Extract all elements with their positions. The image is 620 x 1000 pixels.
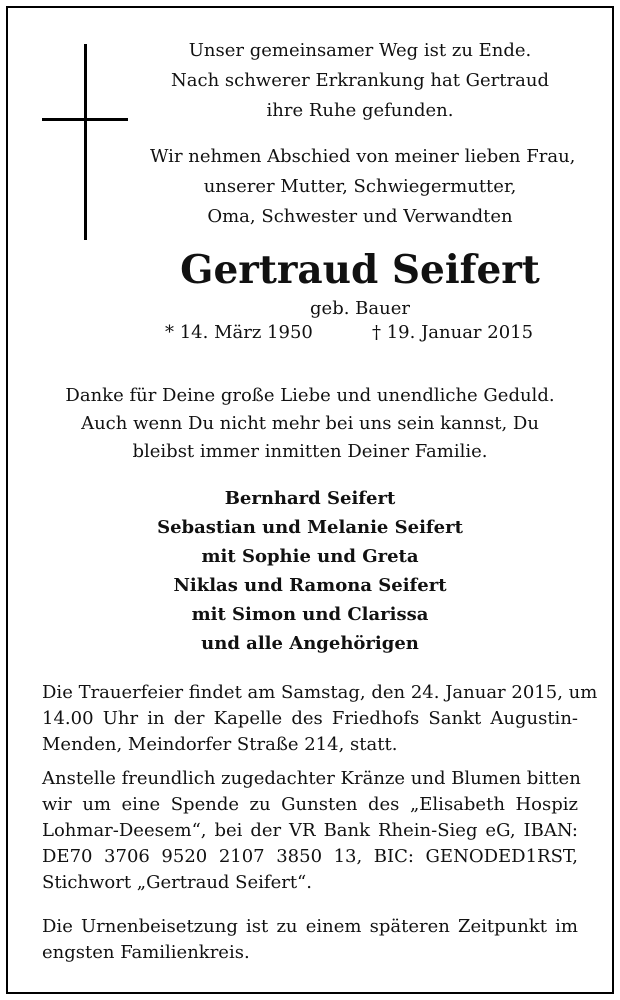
farewell-line: unserer Mutter, Schwiegermutter, — [203, 176, 517, 197]
death-date: † 19. Januar 2015 — [372, 322, 534, 343]
urn-line: engsten Familienkreis. — [42, 942, 250, 963]
intro-text — [150, 36, 570, 126]
mourner-name: und alle Angehörigen — [201, 633, 419, 654]
birth-date: * 14. März 1950 — [165, 322, 313, 343]
thanks-line: Danke für Deine große Liebe und unendliche Geduld. — [65, 385, 555, 406]
funeral-line: Menden, Meindorfer Straße 214, statt. — [42, 734, 398, 755]
donation-line: wir um eine Spende zu Gunsten des „Elisabeth Hospiz — [42, 794, 578, 815]
farewell-line: Wir nehmen Abschied von meiner lieben Frau, — [150, 146, 576, 167]
thanks-line: bleibst immer inmitten Deiner Familie. — [132, 441, 488, 462]
farewell-line: Oma, Schwester und Verwandten — [207, 206, 513, 227]
mourner-name: Niklas und Ramona Seifert — [173, 575, 447, 596]
maiden-name: geb. Bauer — [310, 298, 410, 319]
funeral-line: 14.00 Uhr in der Kapelle des Friedhofs Sankt Augustin- — [42, 708, 578, 729]
urn-line: Die Urnenbeisetzung ist zu einem späteren Zeitpunkt im — [42, 916, 578, 937]
donation-line: DE70 3706 9520 2107 3850 13, BIC: GENODED1RST, — [42, 846, 578, 867]
mourner-name: mit Simon und Clarissa — [191, 604, 429, 625]
mourner-name: mit Sophie und Greta — [201, 546, 419, 567]
thanks-text — [30, 382, 590, 466]
deceased-name: Gertraud Seifert — [180, 247, 540, 293]
mourner-name: Sebastian und Melanie Seifert — [157, 517, 463, 538]
intro-line: ihre Ruhe gefunden. — [266, 100, 454, 121]
donation-line: Lohmar-Deesem“, bei der VR Bank Rhein-Sieg eG, IBAN: — [42, 820, 578, 841]
thanks-line: Auch wenn Du nicht mehr bei uns sein kannst, Du — [81, 413, 539, 434]
cross-icon-bar — [42, 118, 128, 121]
mourners-list — [30, 484, 590, 658]
intro-line: Unser gemeinsamer Weg ist zu Ende. — [188, 40, 532, 61]
urn-burial-paragraph — [42, 914, 578, 966]
mourner-name: Bernhard Seifert — [224, 488, 396, 509]
intro-line: Nach schwerer Erkrankung hat Gertraud — [171, 70, 549, 91]
donation-line: Stichwort „Gertraud Seifert“. — [42, 872, 312, 893]
cross-icon — [84, 44, 87, 240]
donation-line: Anstelle freundlich zugedachter Kränze und Blumen bitten — [42, 768, 581, 789]
donation-paragraph — [42, 766, 581, 896]
farewell-text — [150, 142, 576, 232]
funeral-paragraph — [42, 680, 598, 758]
funeral-line: Die Trauerfeier findet am Samstag, den 24. Januar 2015, um — [42, 682, 598, 703]
